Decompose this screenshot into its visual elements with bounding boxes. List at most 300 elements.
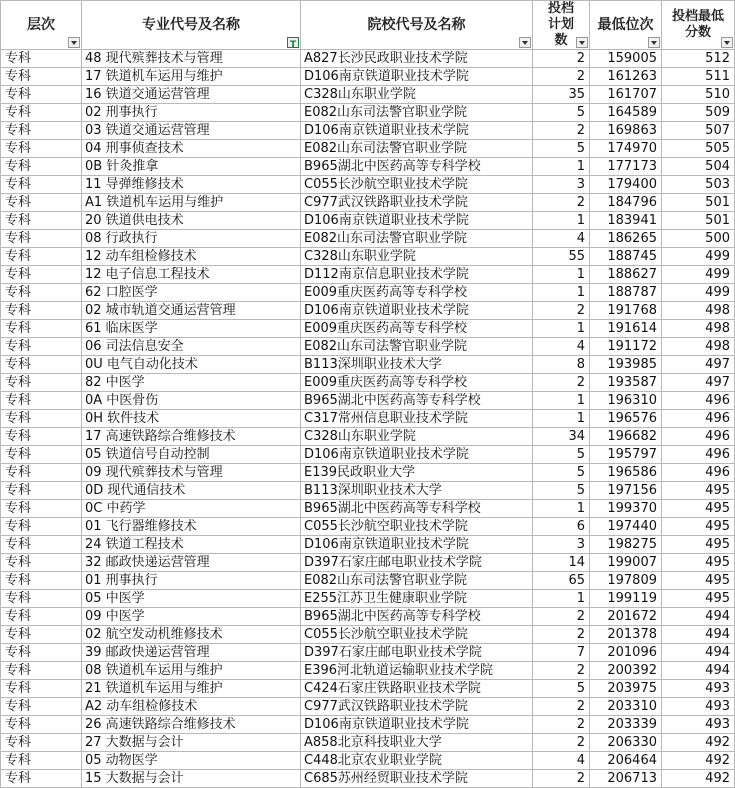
cell-plan[interactable]: 4 [533,338,590,356]
filter-dropdown-icon[interactable] [576,37,588,48]
cell-major[interactable]: 0D 现代通信技术 [82,482,301,500]
cell-score[interactable]: 492 [662,734,735,752]
cell-major[interactable]: A1 铁道机车运用与维护 [82,194,301,212]
cell-plan[interactable]: 5 [533,680,590,698]
cell-major[interactable]: 21 铁道机车运用与维护 [82,680,301,698]
cell-school[interactable]: E082山东司法警官职业学院 [301,230,533,248]
cell-score[interactable]: 493 [662,680,735,698]
cell-major[interactable]: 04 刑事侦查技术 [82,140,301,158]
header-rank-label: 最低位次 [597,17,654,33]
cell-plan[interactable]: 2 [533,662,590,680]
cell-major[interactable]: 62 口腔医学 [82,284,301,302]
cell-rank[interactable]: 183941 [590,212,662,230]
cell-rank[interactable]: 188745 [590,248,662,266]
cell-level[interactable]: 专科 [1,230,82,248]
cell-score[interactable]: 499 [662,248,735,266]
cell-level[interactable]: 专科 [1,356,82,374]
cell-plan[interactable]: 2 [533,194,590,212]
cell-plan[interactable]: 8 [533,356,590,374]
cell-plan[interactable]: 2 [533,50,590,68]
cell-score[interactable]: 510 [662,86,735,104]
cell-major[interactable]: 48 现代殡葬技术与管理 [82,50,301,68]
cell-plan[interactable]: 3 [533,536,590,554]
table-row[interactable] [1,662,735,680]
filter-dropdown-icon[interactable] [519,37,531,48]
table-row[interactable] [1,104,735,122]
cell-rank[interactable]: 206464 [590,752,662,770]
cell-score[interactable]: 493 [662,698,735,716]
cell-plan[interactable]: 1 [533,266,590,284]
cell-plan[interactable]: 2 [533,302,590,320]
table-row[interactable] [1,230,735,248]
cell-major[interactable]: 05 铁道信号自动控制 [82,446,301,464]
cell-rank[interactable]: 203975 [590,680,662,698]
cell-rank[interactable]: 193985 [590,356,662,374]
table-row[interactable] [1,572,735,590]
table-row[interactable] [1,248,735,266]
cell-major[interactable]: 0B 针灸推拿 [82,158,301,176]
cell-plan[interactable]: 3 [533,176,590,194]
cell-plan[interactable]: 35 [533,86,590,104]
cell-score[interactable]: 492 [662,770,735,788]
cell-level[interactable]: 专科 [1,284,82,302]
table-row[interactable] [1,194,735,212]
cell-plan[interactable]: 2 [533,770,590,788]
cell-level[interactable]: 专科 [1,410,82,428]
cell-rank[interactable]: 206330 [590,734,662,752]
cell-level[interactable]: 专科 [1,680,82,698]
table-row[interactable] [1,266,735,284]
table-row[interactable] [1,284,735,302]
cell-score[interactable]: 501 [662,212,735,230]
table-row[interactable] [1,752,735,770]
cell-score[interactable]: 492 [662,752,735,770]
cell-score[interactable]: 503 [662,176,735,194]
cell-major[interactable]: 08 行政执行 [82,230,301,248]
cell-plan[interactable]: 1 [533,320,590,338]
table-row[interactable] [1,446,735,464]
cell-major[interactable]: 0A 中医骨伤 [82,392,301,410]
cell-rank[interactable]: 195797 [590,446,662,464]
cell-score[interactable]: 496 [662,428,735,446]
cell-major[interactable]: 17 铁道机车运用与维护 [82,68,301,86]
table-row[interactable] [1,356,735,374]
cell-level[interactable]: 专科 [1,320,82,338]
cell-school[interactable]: E082山东司法警官职业学院 [301,140,533,158]
cell-school[interactable]: E396河北轨道运输职业技术学院 [301,662,533,680]
cell-rank[interactable]: 197809 [590,572,662,590]
cell-rank[interactable]: 197440 [590,518,662,536]
cell-rank[interactable]: 191614 [590,320,662,338]
cell-major[interactable]: 26 高速铁路综合维修技术 [82,716,301,734]
cell-level[interactable]: 专科 [1,248,82,266]
cell-score[interactable]: 495 [662,572,735,590]
table-row[interactable] [1,122,735,140]
cell-rank[interactable]: 203339 [590,716,662,734]
cell-school[interactable]: E255江苏卫生健康职业学院 [301,590,533,608]
cell-school[interactable]: C055长沙航空职业技术学院 [301,176,533,194]
cell-school[interactable]: B113深圳职业技术大学 [301,482,533,500]
cell-score[interactable]: 505 [662,140,735,158]
cell-major[interactable]: 08 铁道机车运用与维护 [82,662,301,680]
cell-plan[interactable]: 1 [533,158,590,176]
cell-plan[interactable]: 1 [533,410,590,428]
cell-level[interactable]: 专科 [1,446,82,464]
cell-level[interactable]: 专科 [1,572,82,590]
cell-plan[interactable]: 14 [533,554,590,572]
table-row[interactable] [1,464,735,482]
table-row[interactable] [1,140,735,158]
cell-level[interactable]: 专科 [1,734,82,752]
cell-rank[interactable]: 198275 [590,536,662,554]
cell-level[interactable]: 专科 [1,608,82,626]
cell-level[interactable]: 专科 [1,500,82,518]
cell-rank[interactable]: 201672 [590,608,662,626]
cell-major[interactable]: 03 铁道交通运营管理 [82,122,301,140]
table-row[interactable] [1,158,735,176]
cell-score[interactable]: 498 [662,320,735,338]
cell-major[interactable]: 0C 中药学 [82,500,301,518]
cell-major[interactable]: 05 动物医学 [82,752,301,770]
cell-school[interactable]: B965湖北中医药高等专科学校 [301,608,533,626]
cell-rank[interactable]: 201378 [590,626,662,644]
cell-score[interactable]: 512 [662,50,735,68]
cell-school[interactable]: C317常州信息职业技术学院 [301,410,533,428]
cell-score[interactable]: 496 [662,410,735,428]
cell-plan[interactable]: 5 [533,140,590,158]
cell-plan[interactable]: 34 [533,428,590,446]
cell-rank[interactable]: 196682 [590,428,662,446]
cell-school[interactable]: C328山东职业学院 [301,86,533,104]
cell-rank[interactable]: 203310 [590,698,662,716]
cell-rank[interactable]: 196586 [590,464,662,482]
cell-rank[interactable]: 161707 [590,86,662,104]
cell-major[interactable]: 02 城市轨道交通运营管理 [82,302,301,320]
cell-level[interactable]: 专科 [1,104,82,122]
cell-rank[interactable]: 184796 [590,194,662,212]
cell-rank[interactable]: 197156 [590,482,662,500]
cell-major[interactable]: 20 铁道供电技术 [82,212,301,230]
filter-dropdown-icon[interactable] [648,37,660,48]
cell-level[interactable]: 专科 [1,50,82,68]
cell-rank[interactable]: 161263 [590,68,662,86]
cell-level[interactable]: 专科 [1,266,82,284]
cell-plan[interactable]: 1 [533,392,590,410]
table-row[interactable] [1,392,735,410]
cell-rank[interactable]: 169863 [590,122,662,140]
cell-level[interactable]: 专科 [1,68,82,86]
cell-school[interactable]: D112南京信息职业技术学院 [301,266,533,284]
cell-school[interactable]: D106南京铁道职业技术学院 [301,536,533,554]
cell-score[interactable]: 497 [662,374,735,392]
cell-school[interactable]: C055长沙航空职业技术学院 [301,518,533,536]
cell-level[interactable]: 专科 [1,770,82,788]
cell-score[interactable]: 496 [662,446,735,464]
cell-plan[interactable]: 2 [533,374,590,392]
cell-score[interactable]: 495 [662,500,735,518]
cell-level[interactable]: 专科 [1,176,82,194]
cell-score[interactable]: 498 [662,338,735,356]
cell-school[interactable]: C977武汉铁路职业技术学院 [301,194,533,212]
filter-dropdown-icon[interactable] [721,37,733,48]
table-row[interactable] [1,374,735,392]
table-row[interactable] [1,482,735,500]
cell-major[interactable]: 02 航空发动机维修技术 [82,626,301,644]
cell-school[interactable]: D397石家庄邮电职业技术学院 [301,554,533,572]
cell-school[interactable]: B965湖北中医药高等专科学校 [301,158,533,176]
cell-score[interactable]: 495 [662,518,735,536]
cell-score[interactable]: 499 [662,266,735,284]
cell-school[interactable]: D106南京铁道职业技术学院 [301,302,533,320]
cell-school[interactable]: C685苏州经贸职业技术学院 [301,770,533,788]
cell-school[interactable]: E009重庆医药高等专科学校 [301,320,533,338]
cell-score[interactable]: 500 [662,230,735,248]
cell-level[interactable]: 专科 [1,158,82,176]
cell-score[interactable]: 496 [662,464,735,482]
cell-level[interactable]: 专科 [1,428,82,446]
cell-major[interactable]: 61 临床医学 [82,320,301,338]
cell-major[interactable]: 12 动车组检修技术 [82,248,301,266]
cell-school[interactable]: C977武汉铁路职业技术学院 [301,698,533,716]
cell-plan[interactable]: 2 [533,734,590,752]
cell-plan[interactable]: 2 [533,122,590,140]
cell-major[interactable]: 01 飞行器维修技术 [82,518,301,536]
cell-rank[interactable]: 174970 [590,140,662,158]
cell-level[interactable]: 专科 [1,518,82,536]
table-row[interactable] [1,734,735,752]
cell-rank[interactable]: 191768 [590,302,662,320]
table-row[interactable] [1,410,735,428]
cell-major[interactable]: 32 邮政快递运营管理 [82,554,301,572]
cell-school[interactable]: E082山东司法警官职业学院 [301,572,533,590]
cell-plan[interactable]: 1 [533,284,590,302]
cell-school[interactable]: D106南京铁道职业技术学院 [301,446,533,464]
table-row[interactable] [1,212,735,230]
table-row[interactable] [1,626,735,644]
cell-rank[interactable]: 159005 [590,50,662,68]
cell-plan[interactable]: 2 [533,716,590,734]
cell-school[interactable]: D106南京铁道职业技术学院 [301,212,533,230]
cell-school[interactable]: D106南京铁道职业技术学院 [301,68,533,86]
cell-major[interactable]: 01 刑事执行 [82,572,301,590]
cell-score[interactable]: 504 [662,158,735,176]
cell-level[interactable]: 专科 [1,464,82,482]
cell-major[interactable]: 09 中医学 [82,608,301,626]
cell-level[interactable]: 专科 [1,536,82,554]
cell-major[interactable]: 15 大数据与会计 [82,770,301,788]
cell-school[interactable]: A858北京科技职业大学 [301,734,533,752]
cell-rank[interactable]: 199370 [590,500,662,518]
table-row[interactable] [1,554,735,572]
cell-score[interactable]: 494 [662,662,735,680]
cell-score[interactable]: 499 [662,284,735,302]
table-row[interactable] [1,644,735,662]
cell-major[interactable]: 27 大数据与会计 [82,734,301,752]
cell-score[interactable]: 494 [662,626,735,644]
cell-plan[interactable]: 5 [533,104,590,122]
cell-major[interactable]: 17 高速铁路综合维修技术 [82,428,301,446]
table-row[interactable] [1,176,735,194]
cell-score[interactable]: 495 [662,554,735,572]
cell-plan[interactable]: 4 [533,752,590,770]
cell-level[interactable]: 专科 [1,392,82,410]
cell-score[interactable]: 495 [662,482,735,500]
cell-plan[interactable]: 7 [533,644,590,662]
cell-school[interactable]: E009重庆医药高等专科学校 [301,374,533,392]
cell-plan[interactable]: 2 [533,626,590,644]
cell-school[interactable]: E009重庆医药高等专科学校 [301,284,533,302]
cell-plan[interactable]: 1 [533,212,590,230]
cell-score[interactable]: 495 [662,536,735,554]
cell-level[interactable]: 专科 [1,122,82,140]
cell-score[interactable]: 493 [662,716,735,734]
cell-level[interactable]: 专科 [1,752,82,770]
cell-rank[interactable]: 199007 [590,554,662,572]
cell-level[interactable]: 专科 [1,590,82,608]
header-level [1,1,82,50]
cell-school[interactable]: C328山东职业学院 [301,428,533,446]
cell-school[interactable]: E139民政职业大学 [301,464,533,482]
cell-major[interactable]: 05 中医学 [82,590,301,608]
cell-school[interactable]: E082山东司法警官职业学院 [301,104,533,122]
cell-school[interactable]: D106南京铁道职业技术学院 [301,716,533,734]
cell-level[interactable]: 专科 [1,662,82,680]
table-row[interactable] [1,68,735,86]
cell-score[interactable]: 509 [662,104,735,122]
cell-school[interactable]: C448北京农业职业学院 [301,752,533,770]
cell-school[interactable]: B965湖北中医药高等专科学校 [301,500,533,518]
cell-rank[interactable]: 200392 [590,662,662,680]
cell-school[interactable]: C055长沙航空职业技术学院 [301,626,533,644]
cell-school[interactable]: B113深圳职业技术大学 [301,356,533,374]
cell-plan[interactable]: 6 [533,518,590,536]
cell-school[interactable]: E082山东司法警官职业学院 [301,338,533,356]
cell-rank[interactable]: 179400 [590,176,662,194]
cell-level[interactable]: 专科 [1,626,82,644]
table-row[interactable] [1,428,735,446]
cell-level[interactable]: 专科 [1,482,82,500]
cell-school[interactable]: D397石家庄邮电职业技术学院 [301,644,533,662]
table-row[interactable] [1,590,735,608]
cell-rank[interactable]: 201096 [590,644,662,662]
table-row[interactable] [1,608,735,626]
cell-score[interactable]: 495 [662,590,735,608]
cell-plan[interactable]: 2 [533,698,590,716]
header-school [301,1,533,50]
cell-major[interactable]: 24 铁道工程技术 [82,536,301,554]
cell-major[interactable]: 0U 电气自动化技术 [82,356,301,374]
header-plan-label: 投档计划数 [547,1,574,48]
cell-school[interactable]: C328山东职业学院 [301,248,533,266]
cell-rank[interactable]: 196310 [590,392,662,410]
cell-major[interactable]: 39 邮政快递运营管理 [82,644,301,662]
cell-rank[interactable]: 164589 [590,104,662,122]
cell-score[interactable]: 507 [662,122,735,140]
cell-rank[interactable]: 188627 [590,266,662,284]
cell-major[interactable]: 82 中医学 [82,374,301,392]
filter-dropdown-icon[interactable] [68,37,80,48]
table-row[interactable] [1,320,735,338]
cell-level[interactable]: 专科 [1,374,82,392]
cell-school[interactable]: C424石家庄铁路职业技术学院 [301,680,533,698]
header-rank [590,1,662,50]
cell-level[interactable]: 专科 [1,212,82,230]
cell-school[interactable]: D106南京铁道职业技术学院 [301,122,533,140]
table-row[interactable] [1,536,735,554]
cell-rank[interactable]: 199119 [590,590,662,608]
cell-level[interactable]: 专科 [1,302,82,320]
cell-plan[interactable]: 55 [533,248,590,266]
cell-major[interactable]: 0H 软件技术 [82,410,301,428]
table-row[interactable] [1,302,735,320]
cell-plan[interactable]: 5 [533,482,590,500]
cell-rank[interactable]: 188787 [590,284,662,302]
cell-level[interactable]: 专科 [1,644,82,662]
cell-school[interactable]: B965湖北中医药高等专科学校 [301,392,533,410]
cell-level[interactable]: 专科 [1,554,82,572]
cell-rank[interactable]: 186265 [590,230,662,248]
cell-plan[interactable]: 4 [533,230,590,248]
cell-plan[interactable]: 5 [533,464,590,482]
cell-rank[interactable]: 196576 [590,410,662,428]
cell-plan[interactable]: 65 [533,572,590,590]
table-row[interactable] [1,338,735,356]
header-level-label: 层次 [27,17,55,33]
cell-rank[interactable]: 193587 [590,374,662,392]
cell-plan[interactable]: 2 [533,68,590,86]
table-row[interactable] [1,86,735,104]
table-row[interactable] [1,500,735,518]
cell-major[interactable]: 11 导弹维修技术 [82,176,301,194]
cell-level[interactable]: 专科 [1,140,82,158]
cell-rank[interactable]: 191172 [590,338,662,356]
table-row[interactable] [1,50,735,68]
table-row[interactable] [1,770,735,788]
table-row[interactable] [1,680,735,698]
cell-level[interactable]: 专科 [1,194,82,212]
header-row [1,1,735,50]
cell-major[interactable]: A2 动车组检修技术 [82,698,301,716]
cell-school[interactable]: A827长沙民政职业技术学院 [301,50,533,68]
cell-level[interactable]: 专科 [1,338,82,356]
cell-major[interactable]: 02 刑事执行 [82,104,301,122]
cell-plan[interactable]: 1 [533,590,590,608]
cell-score[interactable]: 511 [662,68,735,86]
cell-level[interactable]: 专科 [1,698,82,716]
cell-score[interactable]: 494 [662,644,735,662]
cell-rank[interactable]: 177173 [590,158,662,176]
cell-major[interactable]: 06 司法信息安全 [82,338,301,356]
cell-major[interactable]: 09 现代殡葬技术与管理 [82,464,301,482]
cell-plan[interactable]: 2 [533,608,590,626]
cell-score[interactable]: 498 [662,302,735,320]
cell-score[interactable]: 501 [662,194,735,212]
table-row[interactable] [1,716,735,734]
table-row[interactable] [1,518,735,536]
filter-active-icon[interactable] [287,37,299,48]
cell-rank[interactable]: 206713 [590,770,662,788]
cell-major[interactable]: 12 电子信息工程技术 [82,266,301,284]
cell-plan[interactable]: 5 [533,446,590,464]
cell-level[interactable]: 专科 [1,86,82,104]
cell-score[interactable]: 496 [662,392,735,410]
cell-score[interactable]: 494 [662,608,735,626]
cell-level[interactable]: 专科 [1,716,82,734]
cell-major[interactable]: 16 铁道交通运营管理 [82,86,301,104]
cell-plan[interactable]: 1 [533,500,590,518]
cell-score[interactable]: 497 [662,356,735,374]
table-row[interactable] [1,698,735,716]
